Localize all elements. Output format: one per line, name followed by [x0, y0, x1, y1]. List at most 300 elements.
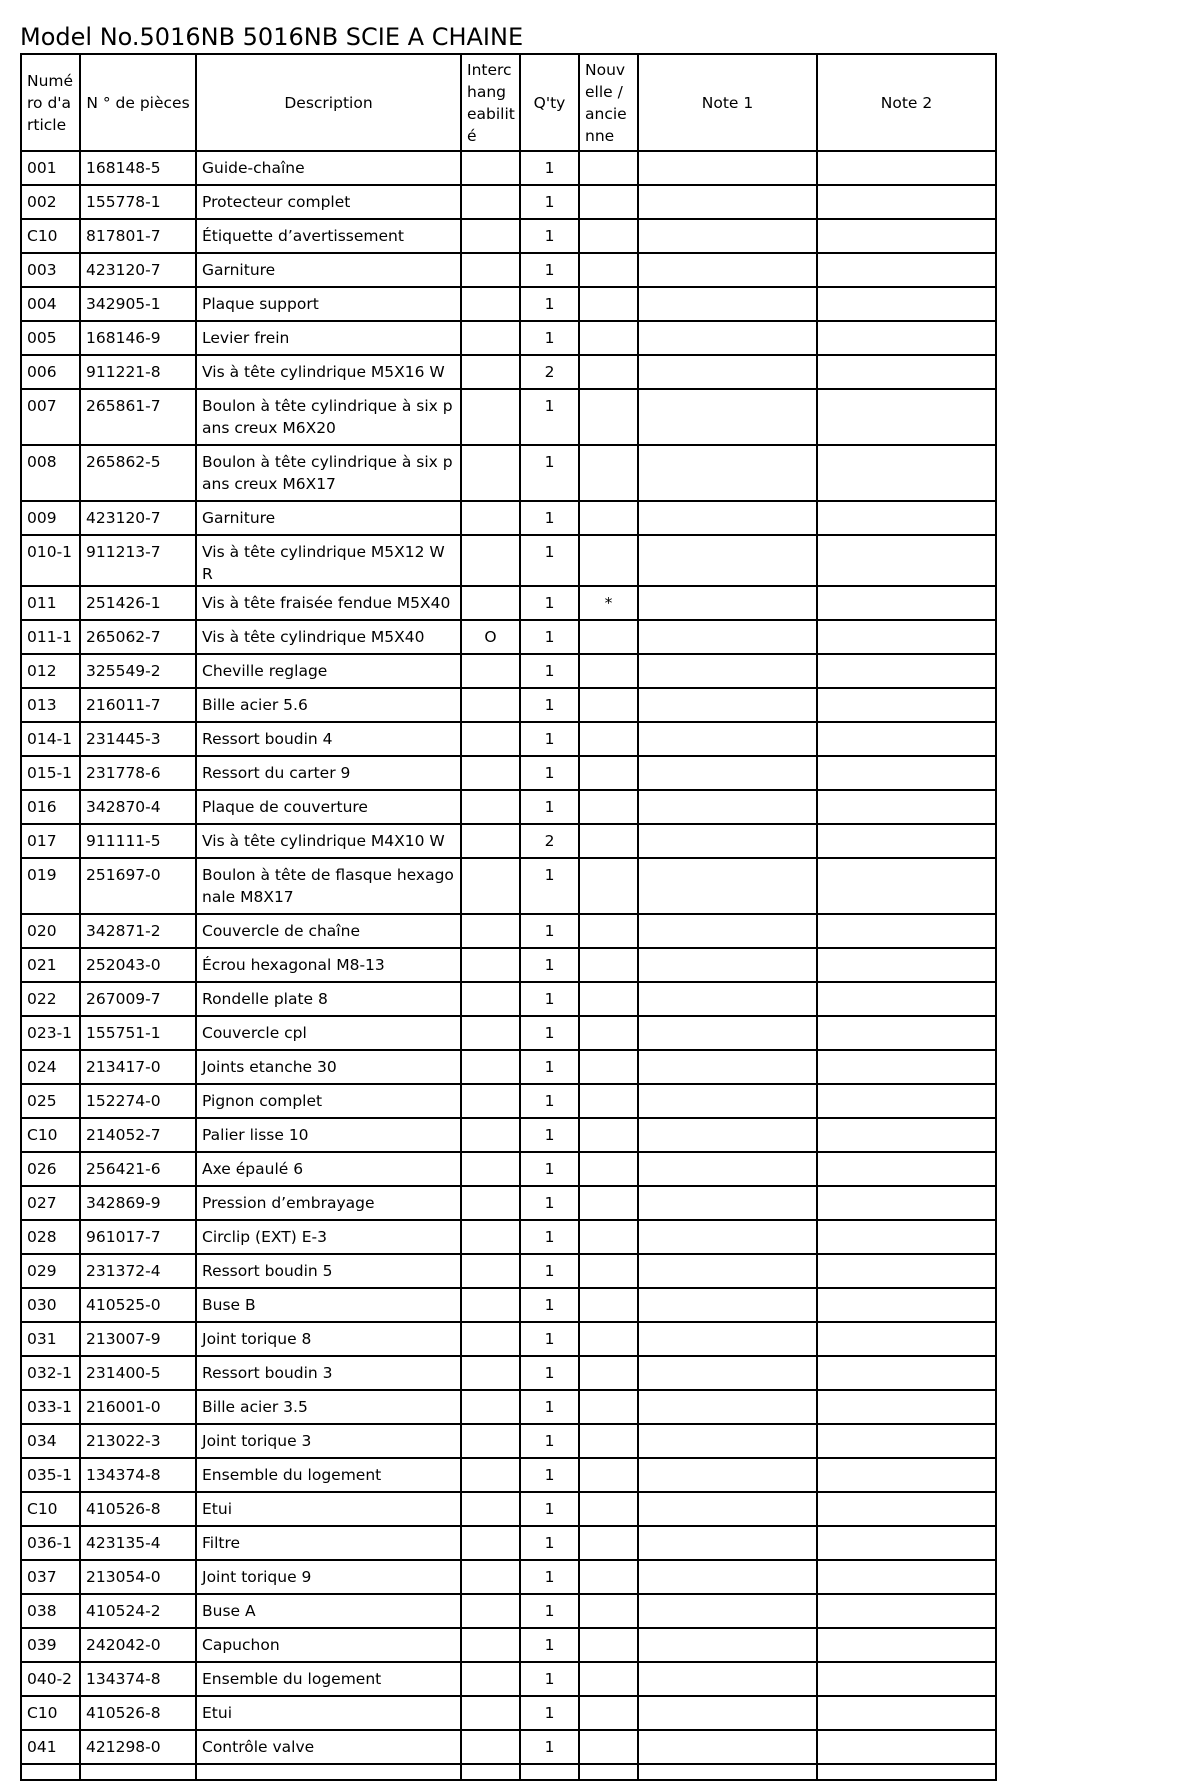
cell-note1: [638, 253, 817, 287]
cell-note1: [638, 1526, 817, 1560]
cell-new-old: [579, 1050, 638, 1084]
cell-note2: [817, 586, 996, 620]
cell-interchangeability: [461, 219, 520, 253]
cell-item-no: 011-1: [21, 620, 80, 654]
cell-note2: [817, 501, 996, 535]
cell-description: Ressort boudin 5: [196, 1254, 461, 1288]
cell-note2: [817, 185, 996, 219]
cell-interchangeability: [461, 1118, 520, 1152]
table-row: [21, 253, 996, 287]
cell-interchangeability: [461, 1730, 520, 1764]
table-row: [21, 219, 996, 253]
cell-new-old: [579, 219, 638, 253]
table-row: [21, 982, 996, 1016]
cell-note1: [638, 287, 817, 321]
cell-qty: 1: [520, 1016, 579, 1050]
cell-interchangeability: [461, 1458, 520, 1492]
cell-qty: 2: [520, 824, 579, 858]
cell-note2: [817, 321, 996, 355]
cell-new-old: [579, 1730, 638, 1764]
cell-part-no: 168146-9: [80, 321, 196, 355]
table-row: [21, 1084, 996, 1118]
cell-note1: [638, 185, 817, 219]
cell-interchangeability: [461, 253, 520, 287]
cell-note2: [817, 1662, 996, 1696]
cell-description: Ressort du carter 9: [196, 756, 461, 790]
cell-item-no: 033-1: [21, 1390, 80, 1424]
cell-part-no: 152274-0: [80, 1084, 196, 1118]
cell-item-no: 001: [21, 151, 80, 185]
cell-qty: 1: [520, 1152, 579, 1186]
cell-item-no: 024: [21, 1050, 80, 1084]
cell-qty: 1: [520, 389, 579, 445]
table-row: [21, 389, 996, 445]
cell-description: Protecteur complet: [196, 185, 461, 219]
cell-new-old: *: [579, 586, 638, 620]
cell-new-old: [579, 151, 638, 185]
cell-note2: [817, 1084, 996, 1118]
table-row: [21, 1526, 996, 1560]
cell-item-no: 025: [21, 1084, 80, 1118]
cell-note2: [817, 824, 996, 858]
cell-note2: [817, 1152, 996, 1186]
cell-note1: [638, 219, 817, 253]
cell-item-no: 014-1: [21, 722, 80, 756]
cell-interchangeability: [461, 535, 520, 586]
cell-note1: [638, 1288, 817, 1322]
table-header-row: [21, 54, 996, 151]
cell-new-old: [579, 790, 638, 824]
cell-interchangeability: [461, 1016, 520, 1050]
cell-qty: 1: [520, 1458, 579, 1492]
cell-part-no: 213022-3: [80, 1424, 196, 1458]
table-row: [21, 501, 996, 535]
cell-item-no: 016: [21, 790, 80, 824]
table-row: [21, 1356, 996, 1390]
cell-qty: 1: [520, 1662, 579, 1696]
cell-new-old: [579, 1628, 638, 1662]
cell-interchangeability: [461, 1220, 520, 1254]
cell-description: Joint torique 8: [196, 1322, 461, 1356]
cell-note1: [638, 1560, 817, 1594]
cell-note2: [817, 287, 996, 321]
cell-note2: [817, 1016, 996, 1050]
cell-interchangeability: [461, 824, 520, 858]
cell-note1: [638, 654, 817, 688]
parts-table: [20, 53, 997, 1781]
cell-interchangeability: [461, 914, 520, 948]
cell-note1: [638, 824, 817, 858]
cell-item-no: 005: [21, 321, 80, 355]
cell-new-old: [579, 1526, 638, 1560]
cell-part-no: 231372-4: [80, 1254, 196, 1288]
cell-qty: 1: [520, 1220, 579, 1254]
cell-new-old: [579, 620, 638, 654]
cell-part-no: 134374-8: [80, 1662, 196, 1696]
cell-interchangeability: [461, 948, 520, 982]
table-row: [21, 1254, 996, 1288]
cell-new-old: [579, 287, 638, 321]
cell-new-old: [579, 445, 638, 501]
cell-note2: [817, 1730, 996, 1764]
cell-part-no: 911111-5: [80, 824, 196, 858]
cell-new-old: [579, 1458, 638, 1492]
cell-note1: [638, 982, 817, 1016]
cell-note2: [817, 1254, 996, 1288]
cell-description: Vis à tête cylindrique M5X16 W: [196, 355, 461, 389]
cell-description: Couvercle cpl: [196, 1016, 461, 1050]
cell-note1: [638, 1492, 817, 1526]
cell-qty: 1: [520, 948, 579, 982]
cell-qty: 1: [520, 654, 579, 688]
cell-new-old: [579, 722, 638, 756]
table-row: [21, 756, 996, 790]
cell-item-no: 013: [21, 688, 80, 722]
cell-item-no: 012: [21, 654, 80, 688]
cell-interchangeability: [461, 982, 520, 1016]
cell-part-no: 267009-7: [80, 982, 196, 1016]
cell-note2: [817, 1594, 996, 1628]
cell-note2: [817, 1050, 996, 1084]
cell-new-old: [579, 185, 638, 219]
cell-item-no: 006: [21, 355, 80, 389]
table-row: [21, 1152, 996, 1186]
cell-note1: [638, 790, 817, 824]
cell-note1: [638, 858, 817, 914]
cell-qty: 1: [520, 722, 579, 756]
cell-new-old: [579, 982, 638, 1016]
cell-description: Ressort boudin 4: [196, 722, 461, 756]
cell-part-no: 168148-5: [80, 151, 196, 185]
cell-note2: [817, 1356, 996, 1390]
cell-part-no: 231445-3: [80, 722, 196, 756]
table-row: [21, 1050, 996, 1084]
cell-qty: 1: [520, 1084, 579, 1118]
cell-part-no: 961017-7: [80, 1220, 196, 1254]
cell-part-no: 251426-1: [80, 586, 196, 620]
cell-interchangeability: [461, 1084, 520, 1118]
cell-note2: [817, 688, 996, 722]
cell-qty: 1: [520, 1118, 579, 1152]
cell-interchangeability: [461, 1254, 520, 1288]
empty-cell: [817, 1764, 996, 1780]
cell-interchangeability: [461, 790, 520, 824]
cell-qty: 1: [520, 287, 579, 321]
cell-qty: 1: [520, 1288, 579, 1322]
cell-part-no: 134374-8: [80, 1458, 196, 1492]
cell-note1: [638, 620, 817, 654]
cell-description: Bille acier 3.5: [196, 1390, 461, 1424]
cell-new-old: [579, 321, 638, 355]
cell-note1: [638, 1628, 817, 1662]
cell-interchangeability: [461, 1628, 520, 1662]
cell-item-no: C10: [21, 1492, 80, 1526]
col-header-note1: Note 1: [638, 54, 817, 151]
cell-qty: 1: [520, 1050, 579, 1084]
empty-cell: [196, 1764, 461, 1780]
cell-new-old: [579, 1662, 638, 1696]
cell-interchangeability: [461, 1186, 520, 1220]
cell-note2: [817, 914, 996, 948]
cell-note2: [817, 1424, 996, 1458]
cell-interchangeability: [461, 1696, 520, 1730]
table-row: [21, 790, 996, 824]
cell-interchangeability: [461, 389, 520, 445]
cell-description: Etui: [196, 1492, 461, 1526]
cell-part-no: 155751-1: [80, 1016, 196, 1050]
cell-note2: [817, 355, 996, 389]
cell-note2: [817, 858, 996, 914]
cell-description: Ensemble du logement: [196, 1662, 461, 1696]
cell-qty: 1: [520, 1186, 579, 1220]
cell-part-no: 410526-8: [80, 1696, 196, 1730]
empty-cell: [520, 1764, 579, 1780]
cell-qty: 1: [520, 1526, 579, 1560]
cell-interchangeability: [461, 151, 520, 185]
table-row: [21, 287, 996, 321]
cell-new-old: [579, 1492, 638, 1526]
cell-note1: [638, 501, 817, 535]
cell-note1: [638, 1696, 817, 1730]
cell-description: Capuchon: [196, 1628, 461, 1662]
cell-interchangeability: [461, 1594, 520, 1628]
table-row: [21, 1560, 996, 1594]
table-row: [21, 858, 996, 914]
cell-note2: [817, 982, 996, 1016]
cell-note1: [638, 1152, 817, 1186]
cell-interchangeability: [461, 586, 520, 620]
cell-new-old: [579, 1560, 638, 1594]
cell-new-old: [579, 1390, 638, 1424]
cell-part-no: 410524-2: [80, 1594, 196, 1628]
cell-interchangeability: [461, 1492, 520, 1526]
cell-item-no: 011: [21, 586, 80, 620]
cell-part-no: 421298-0: [80, 1730, 196, 1764]
empty-cell: [638, 1764, 817, 1780]
cell-description: Garniture: [196, 253, 461, 287]
cell-description: Rondelle plate 8: [196, 982, 461, 1016]
cell-description: Plaque support: [196, 287, 461, 321]
cell-qty: 1: [520, 1424, 579, 1458]
cell-note2: [817, 1186, 996, 1220]
cell-qty: 1: [520, 1696, 579, 1730]
cell-item-no: 032-1: [21, 1356, 80, 1390]
cell-description: Bille acier 5.6: [196, 688, 461, 722]
cell-item-no: 026: [21, 1152, 80, 1186]
cell-interchangeability: O: [461, 620, 520, 654]
cell-item-no: 015-1: [21, 756, 80, 790]
cell-item-no: 017: [21, 824, 80, 858]
cell-note2: [817, 1288, 996, 1322]
cell-part-no: 265062-7: [80, 620, 196, 654]
cell-item-no: 036-1: [21, 1526, 80, 1560]
cell-interchangeability: [461, 287, 520, 321]
cell-item-no: 022: [21, 982, 80, 1016]
cell-description: Étiquette d’avertissement: [196, 219, 461, 253]
cell-item-no: 003: [21, 253, 80, 287]
cell-new-old: [579, 688, 638, 722]
cell-new-old: [579, 858, 638, 914]
cell-note1: [638, 1662, 817, 1696]
cell-note2: [817, 790, 996, 824]
table-row: [21, 1322, 996, 1356]
cell-part-no: 256421-6: [80, 1152, 196, 1186]
table-row-partial: [21, 1764, 996, 1780]
cell-note2: [817, 445, 996, 501]
cell-note2: [817, 1492, 996, 1526]
cell-item-no: 020: [21, 914, 80, 948]
cell-note1: [638, 914, 817, 948]
cell-interchangeability: [461, 445, 520, 501]
table-row: [21, 185, 996, 219]
cell-item-no: 027: [21, 1186, 80, 1220]
table-row: [21, 1390, 996, 1424]
cell-new-old: [579, 253, 638, 287]
col-header-note2: Note 2: [817, 54, 996, 151]
cell-item-no: 028: [21, 1220, 80, 1254]
cell-note2: [817, 1118, 996, 1152]
cell-qty: 2: [520, 355, 579, 389]
cell-note1: [638, 1730, 817, 1764]
col-header-interchangeability: Interc hang eabilit é: [461, 54, 520, 151]
parts-table-body: [21, 151, 996, 1780]
cell-qty: 1: [520, 756, 579, 790]
cell-note2: [817, 1560, 996, 1594]
cell-new-old: [579, 501, 638, 535]
table-row: [21, 535, 996, 586]
cell-note2: [817, 620, 996, 654]
cell-item-no: 002: [21, 185, 80, 219]
cell-note1: [638, 535, 817, 586]
cell-note1: [638, 389, 817, 445]
cell-description: Couvercle de chaîne: [196, 914, 461, 948]
cell-part-no: 251697-0: [80, 858, 196, 914]
cell-part-no: 216011-7: [80, 688, 196, 722]
cell-qty: 1: [520, 253, 579, 287]
cell-description: Boulon à tête de flasque hexagonale M8X17: [196, 858, 461, 914]
cell-interchangeability: [461, 321, 520, 355]
empty-cell: [80, 1764, 196, 1780]
cell-new-old: [579, 1424, 638, 1458]
cell-part-no: 231778-6: [80, 756, 196, 790]
table-row: [21, 1288, 996, 1322]
cell-new-old: [579, 1084, 638, 1118]
cell-new-old: [579, 1186, 638, 1220]
cell-item-no: 007: [21, 389, 80, 445]
cell-note2: [817, 1390, 996, 1424]
cell-interchangeability: [461, 1390, 520, 1424]
cell-description: Pignon complet: [196, 1084, 461, 1118]
cell-description: Axe épaulé 6: [196, 1152, 461, 1186]
cell-new-old: [579, 1322, 638, 1356]
cell-note1: [638, 1424, 817, 1458]
cell-new-old: [579, 948, 638, 982]
cell-part-no: 817801-7: [80, 219, 196, 253]
empty-cell: [21, 1764, 80, 1780]
cell-part-no: 213417-0: [80, 1050, 196, 1084]
cell-description: Joint torique 3: [196, 1424, 461, 1458]
table-row: [21, 1492, 996, 1526]
cell-interchangeability: [461, 1322, 520, 1356]
cell-description: Pression d’embrayage: [196, 1186, 461, 1220]
cell-note2: [817, 535, 996, 586]
cell-item-no: 035-1: [21, 1458, 80, 1492]
cell-part-no: 342870-4: [80, 790, 196, 824]
cell-part-no: 410526-8: [80, 1492, 196, 1526]
table-row: [21, 1016, 996, 1050]
page-title: Model No.5016NB 5016NB SCIE A CHAINE: [20, 23, 524, 51]
cell-note1: [638, 1016, 817, 1050]
cell-interchangeability: [461, 1526, 520, 1560]
cell-part-no: 231400-5: [80, 1356, 196, 1390]
table-row: [21, 948, 996, 982]
cell-note1: [638, 151, 817, 185]
cell-note1: [638, 948, 817, 982]
cell-new-old: [579, 535, 638, 586]
cell-note2: [817, 1628, 996, 1662]
table-row: [21, 586, 996, 620]
cell-part-no: 342871-2: [80, 914, 196, 948]
cell-item-no: 031: [21, 1322, 80, 1356]
cell-interchangeability: [461, 1424, 520, 1458]
cell-new-old: [579, 1288, 638, 1322]
table-row: [21, 321, 996, 355]
cell-new-old: [579, 756, 638, 790]
table-row: [21, 1424, 996, 1458]
cell-note2: [817, 722, 996, 756]
cell-description: Boulon à tête cylindrique à six pans creux M6X17: [196, 445, 461, 501]
cell-description: Écrou hexagonal M8-13: [196, 948, 461, 982]
cell-part-no: 213054-0: [80, 1560, 196, 1594]
table-row: [21, 1594, 996, 1628]
cell-description: Buse B: [196, 1288, 461, 1322]
col-header-new-old: Nouv elle / ancie nne: [579, 54, 638, 151]
col-header-qty: Q'ty: [520, 54, 579, 151]
cell-item-no: 021: [21, 948, 80, 982]
cell-item-no: 010-1: [21, 535, 80, 586]
cell-note1: [638, 1356, 817, 1390]
cell-part-no: 342905-1: [80, 287, 196, 321]
cell-note2: [817, 1696, 996, 1730]
cell-qty: 1: [520, 1594, 579, 1628]
cell-description: Buse A: [196, 1594, 461, 1628]
cell-qty: 1: [520, 535, 579, 586]
cell-item-no: 004: [21, 287, 80, 321]
cell-qty: 1: [520, 445, 579, 501]
cell-new-old: [579, 914, 638, 948]
cell-note2: [817, 948, 996, 982]
table-row: [21, 1118, 996, 1152]
cell-interchangeability: [461, 1050, 520, 1084]
cell-part-no: 325549-2: [80, 654, 196, 688]
cell-note1: [638, 1186, 817, 1220]
cell-qty: 1: [520, 914, 579, 948]
cell-note1: [638, 1118, 817, 1152]
cell-new-old: [579, 389, 638, 445]
cell-note2: [817, 151, 996, 185]
cell-new-old: [579, 824, 638, 858]
cell-qty: 1: [520, 982, 579, 1016]
cell-description: Joints etanche 30: [196, 1050, 461, 1084]
cell-note2: [817, 389, 996, 445]
cell-qty: 1: [520, 1560, 579, 1594]
table-row: [21, 445, 996, 501]
cell-qty: 1: [520, 790, 579, 824]
cell-item-no: C10: [21, 1696, 80, 1730]
cell-part-no: 265862-5: [80, 445, 196, 501]
cell-note2: [817, 654, 996, 688]
cell-item-no: C10: [21, 219, 80, 253]
